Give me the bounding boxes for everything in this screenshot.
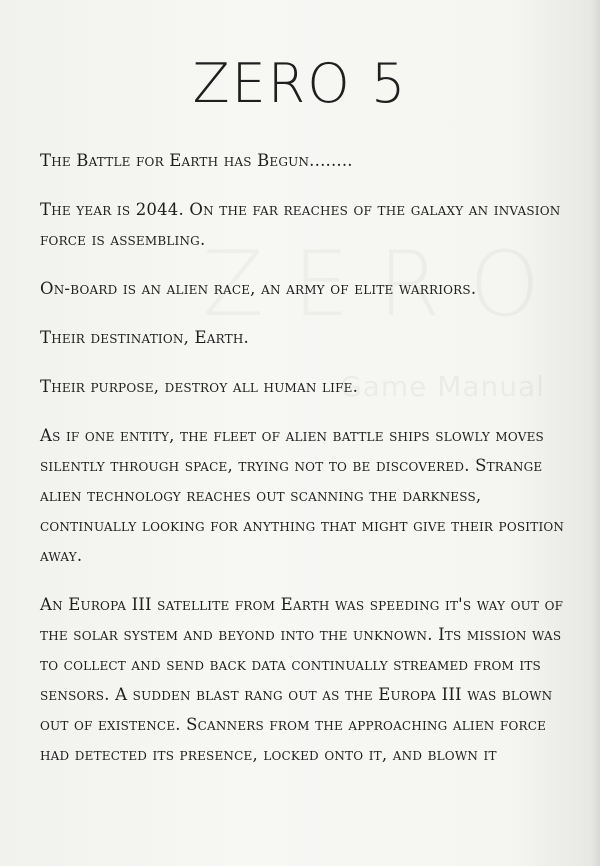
story-paragraph: As if one entity, the fleet of alien battle ships slowly moves silently through space, trying not to be discovered. Strange alien technology reaches out scanning the darkness, continually looking for anything that might give their position away. xyxy=(40,426,565,565)
story-paragraph: Their purpose, destroy all human life. xyxy=(40,377,359,396)
page-edge-shadow xyxy=(590,0,600,866)
story-paragraph: An Europa III satellite from Earth was speeding it's way out of the solar system and beyond into the unknown. Its mission was to collect and send back data continually streamed from its sensors. A sudden blast rang out as the Europa III was blown out of existence. Scanners from the approaching alien force had detected its presence, locked onto it, and blown it xyxy=(40,595,564,764)
story-paragraph: On-board is an alien race, an army of elite warriors. xyxy=(40,279,477,298)
story-paragraph: The Battle for Earth has Begun........ xyxy=(40,151,353,170)
story-paragraph: Their destination, Earth. xyxy=(40,328,249,347)
story-text xyxy=(40,146,575,789)
story-paragraph: The year is 2044. On the far reaches of the galaxy an invasion force is assembling. xyxy=(40,200,561,249)
page-title: ZERO 5 xyxy=(192,52,408,115)
